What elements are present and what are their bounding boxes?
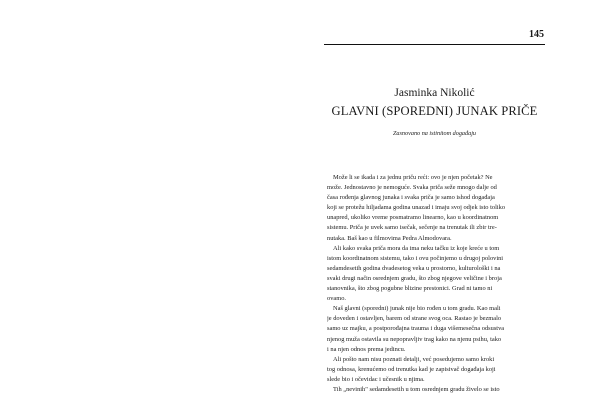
body-line: nutaka. Baš kao u filmovima Pedra Almodovara. [327, 234, 452, 242]
body-line: tog odnosa, krenućemo od trenutka kad je zapisivač događaja koji [327, 365, 496, 373]
body-line: Može li se ikada i za jednu priču reći: ovo je njen početak? Ne [333, 174, 493, 181]
body-line: unapred, ukoliko vreme posmatramo linearno, kao u koordinatnom [327, 214, 499, 222]
body-line: je doveden i ostavljen, barem od strane svog oca. Rastao je bezmalo [327, 315, 502, 323]
header-rule [324, 44, 545, 45]
body-line: može. Jednostavno je nemoguće. Svaka priča seže mnogo dalje od [327, 184, 497, 192]
body-line: slede bio i očevidac i učesnik u njima. [327, 375, 425, 383]
body-line: samo uz majku, a postporođajna trauma i duga višemesečna odsustva [327, 325, 505, 333]
body-line: Ali pošto nam nisu poznati detalji, već posedujemo samo kroki [333, 355, 495, 363]
body-line: časa rođenja glavnog junaka i svaka priča je samo ishod događaja [327, 194, 495, 202]
body-line: Naš glavni (sporedni) junak nije bio rođen u tom gradu. Kao mali [333, 305, 501, 313]
body-line: stanovnika, što zbog pogubne blizine prestonici. Grad ni tamo ni [327, 285, 493, 293]
body-line: njenog muža ostavila su nepopravljiv trag kako na njenu psihu, tako [327, 335, 502, 343]
page-number: 145 [529, 29, 544, 40]
body-line: Ali kako svaka priča mora da ima neku tačku iz koje kreće u tom [333, 244, 500, 252]
body-text [327, 173, 545, 395]
body-line: i na njen odnos prema jedincu. [327, 345, 406, 353]
body-line: istom koordinatnom sistemu, tako i ovu počinjemo u drugoj polovini [327, 254, 504, 262]
body-line: koji se protežu hiljadama godina unazad i imaju svoj odjek isto toliko [327, 204, 506, 212]
story-subtitle: Zasnovano na istinitom događaju [392, 130, 477, 137]
body-line: Tih „nevinih" sedamdesetih u tom osrednjem gradu živelo se isto [333, 385, 500, 393]
body-line: sedamdesetih godina dvadesetog veka u prostorno, kulturološki i na [327, 264, 501, 272]
author-name: Jasminka Nikolić [394, 87, 475, 99]
body-line: svaki drugi način osrednjem gradu, što zbog njegove veličine i broja [327, 274, 502, 282]
body-line: ovamo. [327, 295, 346, 303]
story-title: GLAVNI (SPOREDNI) JUNAK PRIČE [331, 104, 538, 118]
body-line: sistemu. Priča je uvek samo isečak, sečenje na trenutak ili zbir tre- [327, 224, 497, 232]
